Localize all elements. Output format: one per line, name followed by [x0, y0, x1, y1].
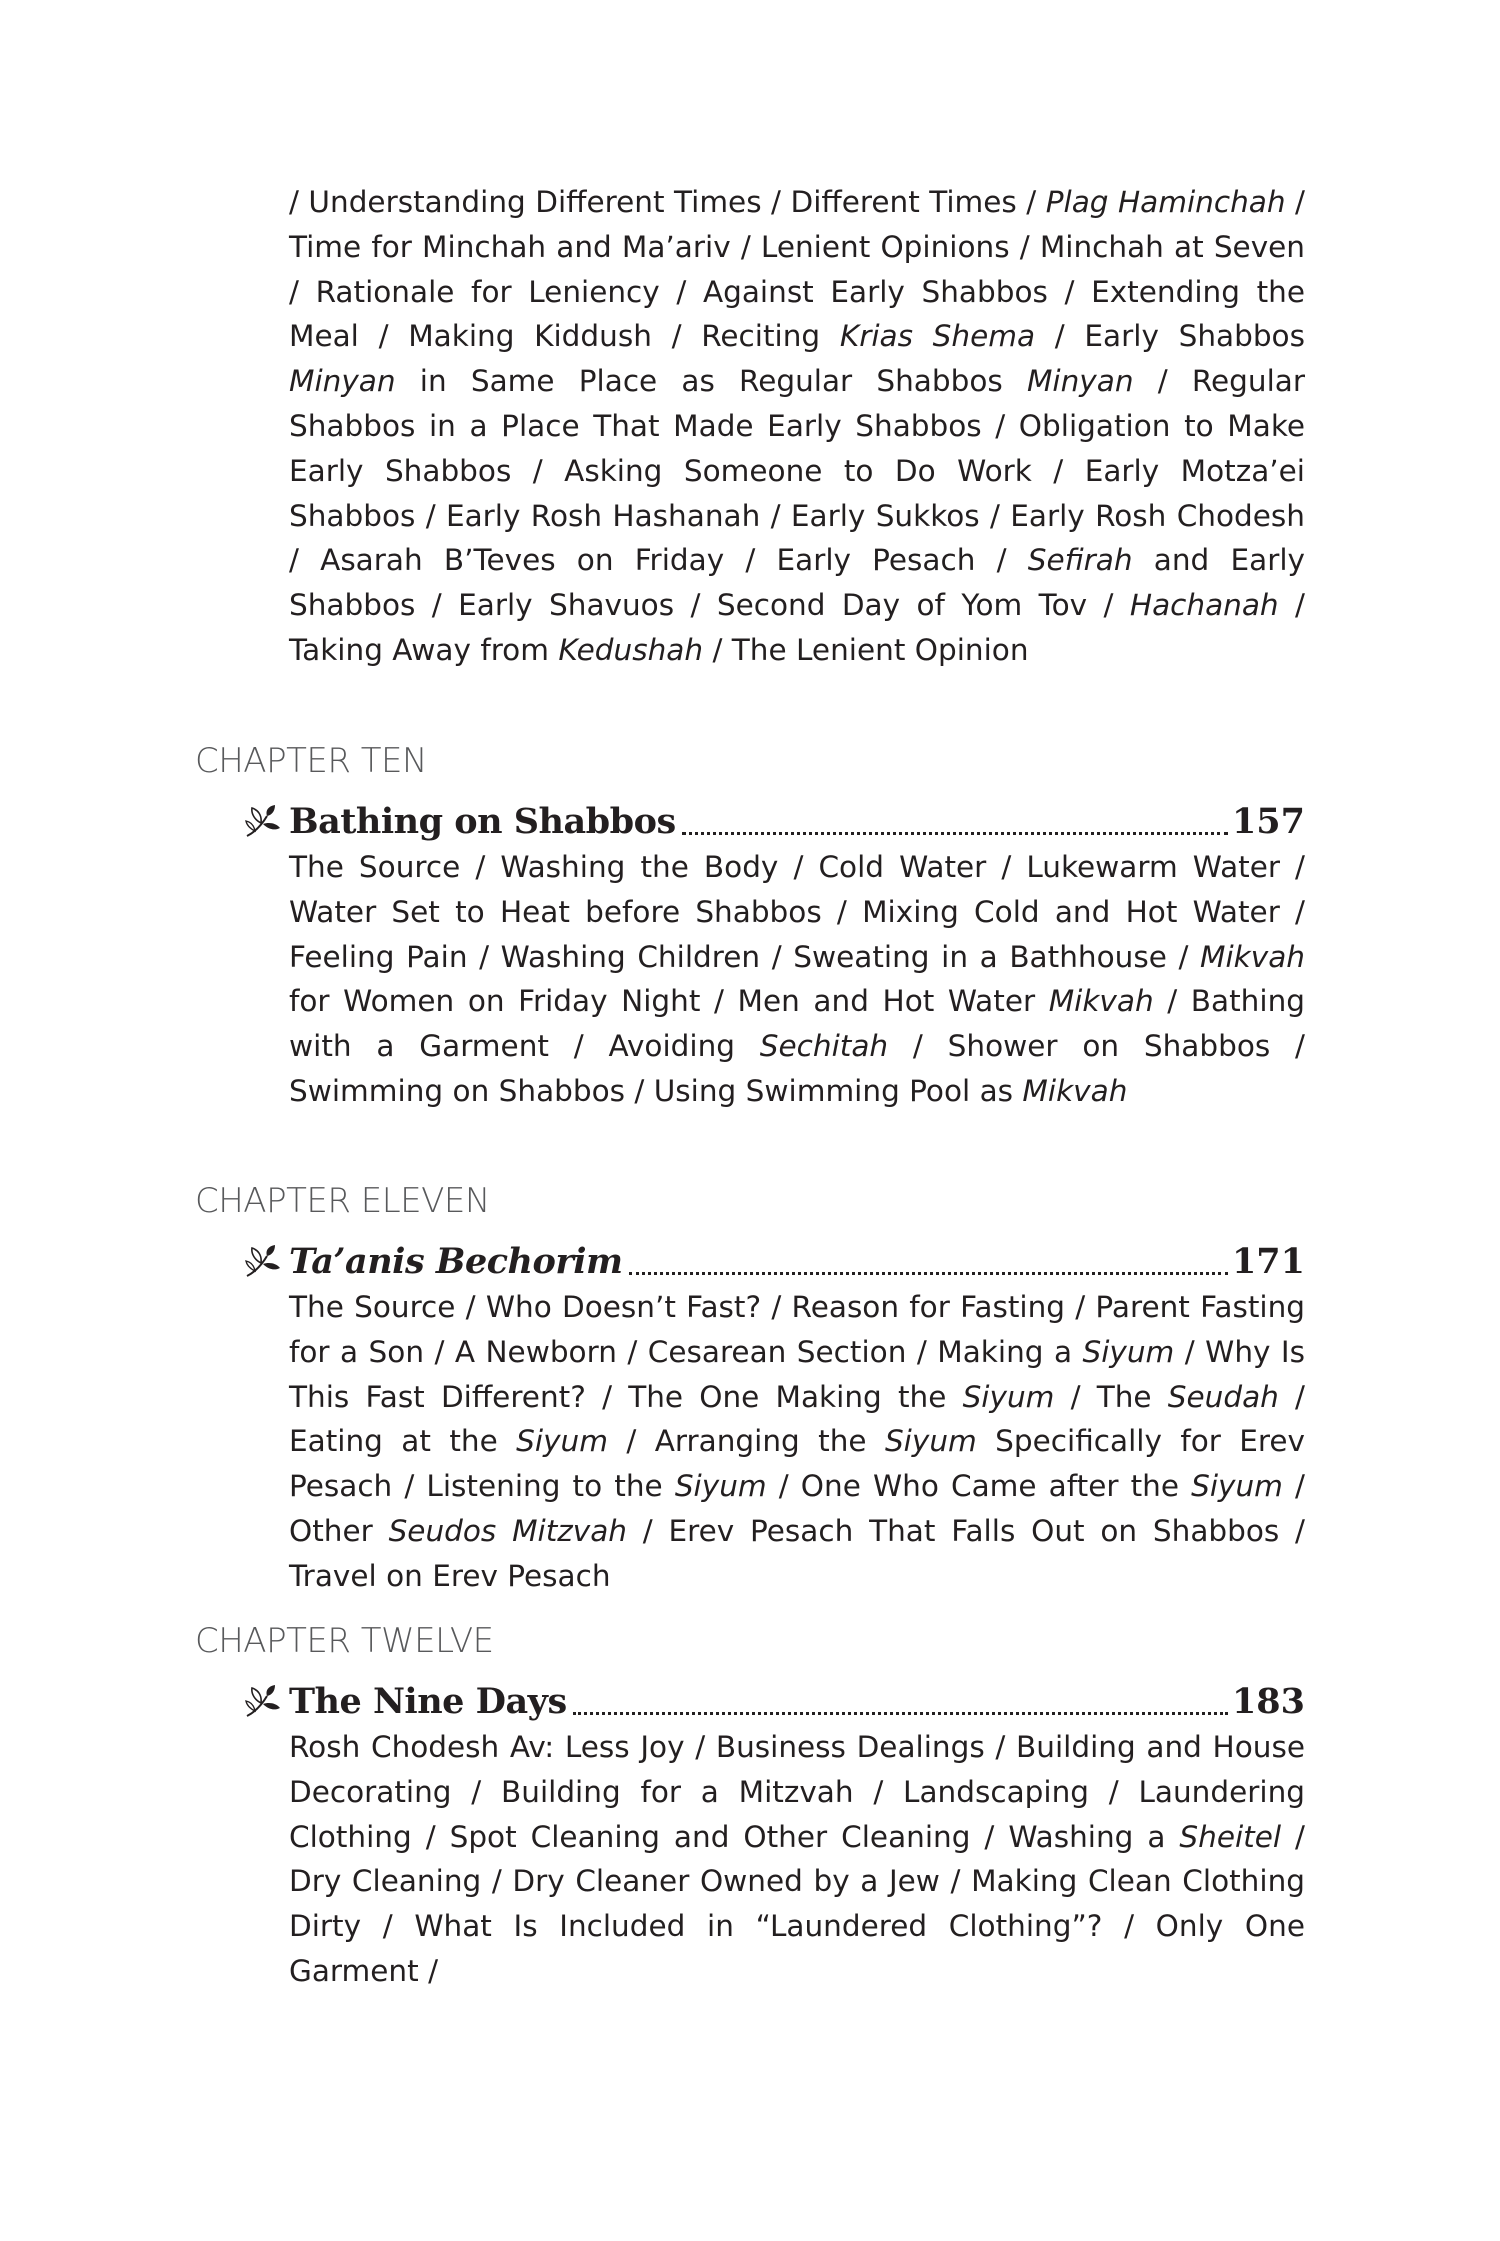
italic-term: Minyan	[289, 364, 396, 399]
italic-term: Seudah	[1167, 1379, 1279, 1414]
dot-leader	[682, 832, 1228, 835]
italic-term: Siyum	[516, 1424, 608, 1459]
chapter-ten-label: CHAPTER TEN	[195, 741, 427, 781]
leaf-ornament-icon	[243, 802, 283, 842]
chapter-ten-title: Bathing on Shabbos	[289, 801, 676, 842]
italic-term: Plag Haminchah	[1045, 185, 1286, 219]
italic-term: Siyum	[884, 1424, 977, 1459]
dot-leader	[573, 1712, 1228, 1715]
italic-term: Kedushah	[558, 632, 704, 667]
chapter-eleven-title: Ta’anis Bechorim	[289, 1241, 623, 1282]
chapter-eleven-topics-paragraph: The Source / Who Doesn’t Fast? / Reason for Fasting / Parent Fasting for a Son / A Newborn / Cesarean Section / Making a Siyum / Why Is This Fast Different? / The One Making the Siyum / The Seudah / Eating at the Siyum / Arranging the Siyum Specifically for Erev Pesach / Listening to the Siyum / One Who Came after the Siyum / Other Seudos Mitzvah / Erev Pesach That Falls Out on Shabbos / Travel on Erev Pesach	[289, 1290, 1306, 1593]
italic-term: Mikvah	[1022, 1073, 1128, 1108]
chapter-twelve-title: The Nine Days	[289, 1681, 567, 1722]
chapter-ten-entry[interactable]	[243, 796, 1305, 844]
intro-topics-paragraph: / Understanding Different Times / Different Times / Plag Haminchah / Time for Minchah and Ma’ariv / Lenient Opinions / Minchah at Seven / Rationale for Leniency / Against Early Shabbos / Extending the Meal / Making Kiddush / Reciting Krias Shema / Early Shabbos Minyan in Same Place as Regular Shabbos Minyan / Regular Shabbos in a Place That Made Early Shabbos / Obligation to Make Early Shabbos / Asking Someone to Do Work / Early Motza’ei Shabbos / Early Rosh Hashanah / Early Sukkos / Early Rosh Chodesh / Asarah B’Teves on Friday / Early Pesach / Sefirah and Early Shabbos / Early Shavuos / Second Day of Yom Tov / Hachanah / Taking Away from Kedushah / The Lenient Opinion	[289, 185, 1305, 667]
chapter-twelve-topics-paragraph: Rosh Chodesh Av: Less Joy / Business Dealings / Building and House Decorating / Building for a Mitzvah / Landscaping / Laundering Clothing / Spot Cleaning and Other Cleaning / Washing a Sheitel / Dry Cleaning / Dry Cleaner Owned by a Jew / Making Clean Clothing Dirty / What Is Included in “Laundered Clothing”? / Only One Garment /	[289, 1730, 1305, 1988]
leaf-ornament-icon	[243, 1242, 283, 1282]
italic-term: Mikvah	[1048, 984, 1154, 1019]
italic-term: Sheitel	[1179, 1819, 1282, 1854]
chapter-eleven-page-number: 171	[1231, 1241, 1305, 1282]
italic-term: Siyum	[962, 1379, 1055, 1414]
chapter-twelve-entry[interactable]	[243, 1676, 1305, 1724]
italic-term: Minyan	[1026, 364, 1134, 399]
chapter-twelve-page-number: 183	[1231, 1681, 1305, 1722]
leaf-ornament-icon	[243, 1682, 283, 1722]
italic-term: Siyum	[674, 1469, 767, 1504]
chapter-eleven-entry[interactable]	[243, 1236, 1305, 1284]
italic-term: Hachanah	[1129, 588, 1279, 623]
italic-term: Siyum	[1082, 1334, 1175, 1369]
italic-term: Seudos Mitzvah	[388, 1513, 627, 1548]
italic-term: Krias Shema	[839, 319, 1036, 354]
italic-term: Mikvah	[1200, 939, 1305, 974]
chapter-ten-topics-paragraph: The Source / Washing the Body / Cold Water / Lukewarm Water / Water Set to Heat before Shabbos / Mixing Cold and Hot Water / Feeling Pain / Washing Children / Sweating in a Bathhouse / Mikvah for Women on Friday Night / Men and Hot Water Mikvah / Bathing with a Garment / Avoiding Sechitah / Shower on Shabbos / Swimming on Shabbos / Using Swimming Pool as Mikvah	[289, 850, 1305, 1108]
italic-term: Siyum	[1191, 1469, 1283, 1504]
dot-leader	[629, 1272, 1228, 1275]
italic-term: Sechitah	[759, 1029, 889, 1064]
chapter-ten-page-number: 157	[1231, 801, 1305, 842]
chapter-twelve-label: CHAPTER TWELVE	[195, 1621, 494, 1661]
italic-term: Sefirah	[1027, 543, 1133, 578]
chapter-eleven-label: CHAPTER ELEVEN	[195, 1181, 490, 1221]
